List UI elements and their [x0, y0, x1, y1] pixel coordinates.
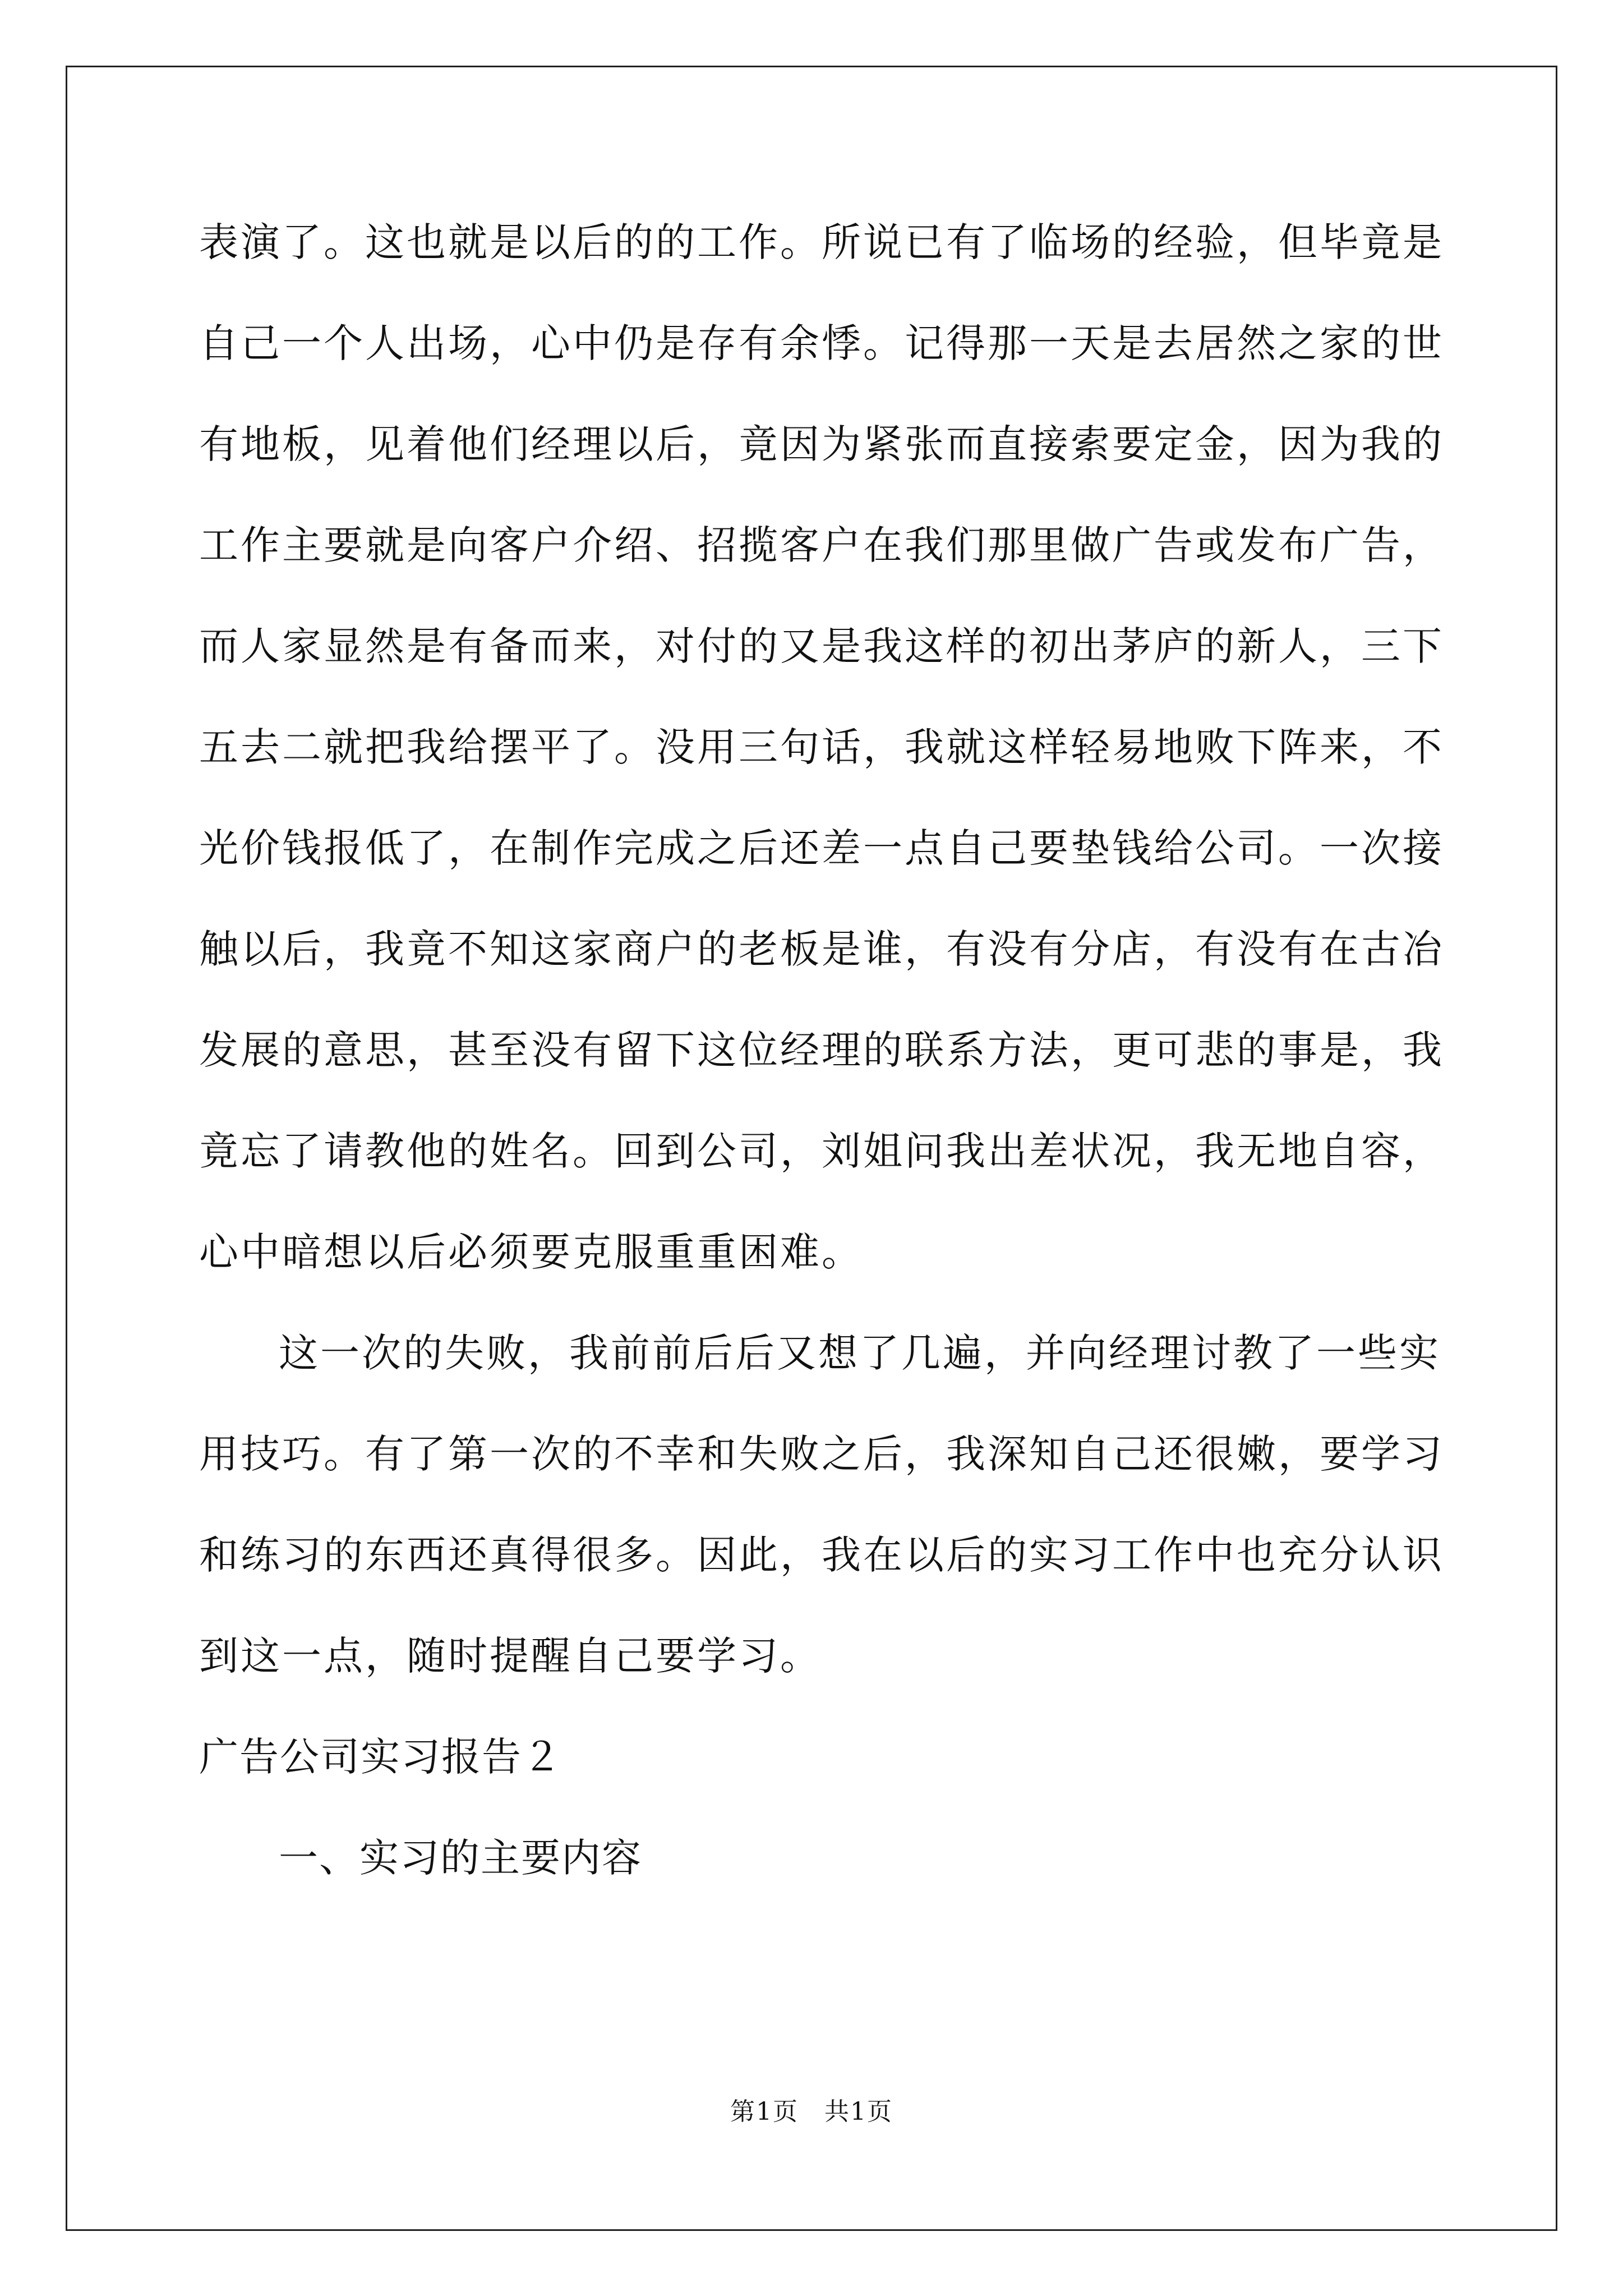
paragraph-line: 竟忘了请教他的姓名。回到公司，刘姐问我出差状况，我无地自容， — [199, 1128, 1444, 1174]
paragraph-line: 到这一点，随时提醒自己要学习。 — [199, 1633, 822, 1679]
paragraph-line: 这一次的失败，我前前后后又想了几遍，并向经理讨教了一些实 — [279, 1330, 1441, 1376]
paragraph-line: 用技巧。有了第一次的不幸和失败之后，我深知自己还很嫩，要学习 — [199, 1431, 1444, 1477]
paragraph-line: 心中暗想以后必须要克服重重困难。 — [199, 1229, 863, 1275]
paragraph-line: 和练习的东西还真得很多。因此，我在以后的实习工作中也充分认识 — [199, 1532, 1444, 1578]
document-body — [199, 214, 1444, 1931]
paragraph-line: 光价钱报低了，在制作完成之后还差一点自己要垫钱给公司。一次接 — [199, 825, 1444, 871]
section-title: 广告公司实习报告２ — [199, 1734, 562, 1780]
paragraph-line: 发展的意思，甚至没有留下这位经理的联系方法，更可悲的事是，我 — [199, 1027, 1444, 1073]
page-footer: 第1页 共1页 — [730, 2097, 893, 2126]
paragraph-line: 而人家显然是有备而来，对付的又是我这样的初出茅庐的新人，三下 — [199, 623, 1444, 669]
paragraph-line: 五去二就把我给摆平了。没用三句话，我就这样轻易地败下阵来，不 — [199, 724, 1444, 770]
paragraph-line: 触以后，我竟不知这家商户的老板是谁，有没有分店，有没有在古冶 — [199, 926, 1444, 972]
paragraph-line: 表演了。这也就是以后的的工作。所说已有了临场的经验，但毕竟是 — [199, 219, 1444, 265]
paragraph-line: 有地板，见着他们经理以后，竟因为紧张而直接索要定金，因为我的 — [199, 421, 1444, 467]
paragraph-line: 工作主要就是向客户介绍、招揽客户在我们那里做广告或发布广告， — [199, 522, 1444, 568]
subsection-title: 一、实习的主要内容 — [279, 1835, 642, 1881]
paragraph-line: 自己一个人出场，心中仍是存有余悸。记得那一天是去居然之家的世 — [199, 320, 1444, 366]
